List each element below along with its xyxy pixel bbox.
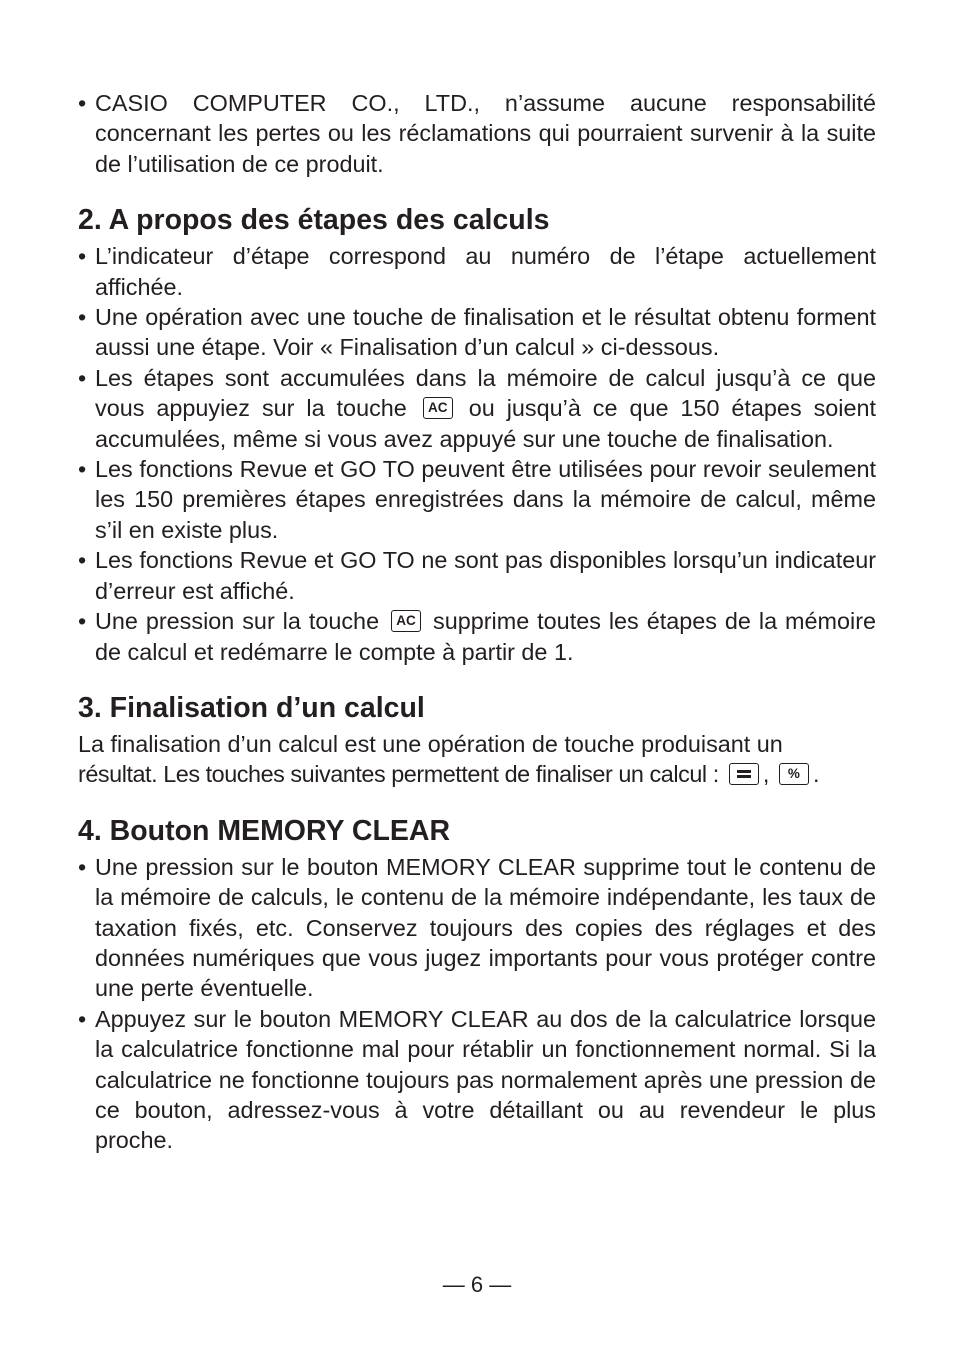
section-3-paragraph — [78, 729, 876, 790]
percent-key-icon — [779, 763, 809, 785]
list-item-text: L’indicateur d’étape correspond au numéro de l’étape actuellement affichée. — [95, 243, 876, 300]
section-3-heading: 3. Finalisation d’un calcul — [78, 691, 425, 724]
bullet-mark: • — [78, 456, 87, 483]
ac-key-icon — [423, 397, 453, 419]
list-item-text: Les étapes sont accumulées dans la mémoire de calcul jusqu’à ce que vous appuyiez sur la touche — [95, 364, 876, 422]
list-item-text: Une pression sur la touche — [95, 608, 380, 635]
percent-key-label: % — [787, 766, 800, 782]
bullet-mark: • — [78, 243, 87, 270]
list-item — [78, 852, 876, 1004]
list-item — [78, 302, 876, 363]
paragraph-text: résultat. Les touches suivantes permettent de finaliser un calcul : — [78, 761, 719, 788]
equals-bar — [737, 775, 751, 777]
list-item — [78, 363, 876, 454]
section-4-list — [78, 852, 876, 1156]
list-item-text: supprime toutes les étapes de la mémoire de calcul et redémarre le compte à partir de 1. — [95, 608, 877, 665]
list-item — [78, 545, 876, 606]
list-item-text: ou jusqu’à ce que 150 étapes soient accumulées, même si vous avez appuyé sur une touche de finalisation. — [95, 395, 877, 452]
list-item-text: Une opération avec une touche de finalisation et le résultat obtenu forment aussi une étape. Voir « Finalisation d’un calcul » ci-dessous. — [95, 304, 876, 361]
list-item — [78, 241, 876, 302]
equals-bar — [737, 770, 751, 772]
list-item-text: Les fonctions Revue et GO TO ne sont pas disponibles lorsqu’un indicateur d’erreur est affiché. — [95, 547, 876, 604]
list-item-text: Les fonctions Revue et GO TO peuvent être utilisées pour revoir seulement les 150 premières étapes enregistrées dans la mémoire de calcul, même s’il en existe plus. — [95, 456, 876, 543]
ac-key-label: AC — [428, 400, 448, 416]
bullet-mark: • — [78, 853, 87, 880]
intro-disclaimer-text: CASIO COMPUTER CO., LTD., n’assume aucune responsabilité concernant les pertes ou les réclamations qui pourraient survenir à la suite de l’utilisation de ce produit. — [95, 90, 876, 177]
period: . — [812, 761, 819, 788]
list-item — [78, 606, 876, 667]
bullet-mark: • — [78, 90, 87, 116]
bullet-mark: • — [78, 364, 87, 391]
ac-key-label: AC — [396, 613, 416, 629]
intro-list — [78, 88, 876, 179]
ac-key-icon — [391, 610, 421, 632]
section-4-heading: 4. Bouton MEMORY CLEAR — [78, 814, 451, 847]
section-2-list — [78, 241, 876, 667]
list-item — [78, 88, 876, 179]
list-item — [78, 454, 876, 545]
paragraph-line: La finalisation d’un calcul est une opération de touche produisant un — [78, 730, 783, 757]
list-item — [78, 1004, 876, 1156]
list-item-text: Appuyez sur le bouton MEMORY CLEAR au dos de la calculatrice lorsque la calculatrice fonctionne mal pour rétablir un fonctionnement normal. Si la calculatrice ne fonctionne toujours pas normalement après une pression de ce bouton, adressez-vous à votre détaillant ou au revendeur le plus proche. — [95, 1005, 876, 1154]
bullet-mark: • — [78, 304, 87, 331]
list-item-text: Une pression sur le bouton MEMORY CLEAR supprime tout le contenu de la mémoire de calculs, le contenu de la mémoire indépendante, les taux de taxation fixés, etc. Conservez toujours des copies des réglages et des données numériques que vous jugez importants pour vous protéger contre une perte éventuelle. — [95, 853, 876, 1002]
page-number: — 6 — — [442, 1272, 512, 1297]
section-2-heading: 2. A propos des étapes des calculs — [78, 204, 550, 237]
bullet-mark: • — [78, 547, 87, 574]
manual-page — [78, 88, 876, 1156]
paragraph-line — [78, 761, 819, 787]
bullet-mark: • — [78, 608, 87, 635]
bullet-mark: • — [78, 1005, 87, 1032]
comma: , — [762, 761, 769, 788]
equals-key-icon — [729, 763, 759, 785]
